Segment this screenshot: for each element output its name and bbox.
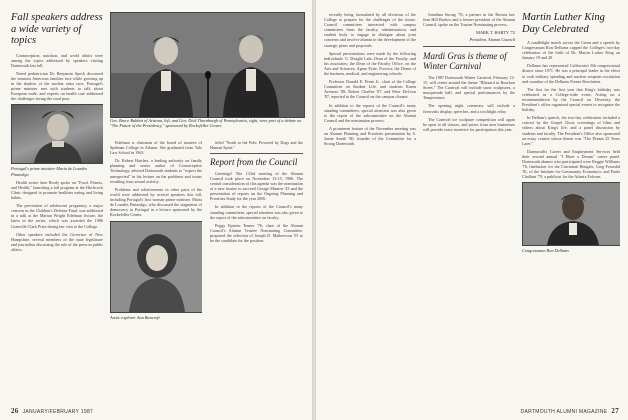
column-3 (210, 140, 303, 408)
mlk-headline: Martin Luther King Day Celebrated (522, 12, 605, 35)
paragraph: The prevention of adolescent pregnancy, a major concern in the Children's Defense Fund, was addressed in a talk at the Marian Wright Edelman lecture, the latest in the series, which was awarded the 1986 Granville Clark Prize during her visit to the College. (11, 203, 103, 229)
paragraph: The first for the first year that King's birthday was celebrated as a College-wide event. Acting on a recommendation by the Council on Diversity, the President's office organized special events to recognize the holiday. (522, 86, 620, 113)
council-end (423, 12, 515, 27)
mardi-gras-headline: Mardi Gras is theme of Winter Carnival (423, 50, 507, 71)
paragraph: Professor Donald E. Pease Jr., chair of the College Committee on Student Life, and students Karen Avenoso '88, Robert Chaffee '87, and Peter DeLeon '87, reported to the Council on the campus climate. (324, 79, 416, 100)
paragraph: Contraception, nutrition, and world affairs were among the topics addressed by speakers visiting Dartmouth last fall. (11, 52, 103, 68)
paragraph: Other speakers included the Governor of New Hampshire, several members of the state legislature and journalists discussing the role of the press in public affairs. (11, 231, 103, 252)
page-number: 27 (611, 407, 619, 415)
magazine-name: DARTMOUTH ALUMNI MAGAZINE (520, 409, 608, 415)
governors-illustration (111, 13, 304, 117)
arctic-illustration (111, 222, 202, 312)
paragraph: The Carnival ice sculpture competition will again be open to all classes, and prizes from area businesses will provide extra incentive for participation this year. (423, 116, 515, 132)
paragraph: In Dellum's speech, the two-day celebration included a concert by the Gospel Choir, screenings of films and videos about King's life, and a panel discussion by students and faculty. The President's Office also sponsored an essay contest whose theme was "The Dream 25 Years Later." (522, 115, 620, 146)
dellums-caption: Congressman Ron Dellums (522, 248, 569, 254)
right-folio (521, 407, 619, 415)
paragraph: Dr. Robert Hatcher, a leading authority on family planning and senior author of Contraceptive Technology, advised Dartmouth students to "expect the unexpected" in his lecture on the problems and issues resulting from sexual activity. (110, 158, 202, 184)
mlk-body (522, 40, 620, 179)
council-continued (324, 12, 416, 146)
column-c (522, 12, 620, 407)
left-folio (11, 407, 93, 415)
paragraph: The 1987 Dartmouth Winter Carnival, February 12-15, will center around the theme "Blizzard in Bourbon Street." The Carnival will include snow sculptures, a masquerade ball, and special performances by the Tempestones. (423, 74, 515, 101)
page-number: 26 (11, 407, 19, 415)
portugal-caption: Portugal's prime minister Maria de Lourdes Pintasilgo (11, 166, 88, 177)
paragraph: The opening night ceremony will include a fireworks display, speeches, and a torchlight relay. (423, 103, 515, 114)
report-body (210, 171, 303, 243)
paragraph: Health writer Jane Brody spoke on "Food, Fitness, and Health," launching a fall program at the Hitchcock Clinic designed to promote healthier eating and living habits. (11, 179, 103, 201)
paragraph: A candlelight march across the Green and a speech by Congressman Ron Dellums capped the College's two-day celebration of the birth of Dr. Martin Luther King on January 19 and 20. (522, 40, 620, 61)
article-body (11, 53, 103, 102)
paragraph: Greetings! The 133rd meeting of the Alumni Council took place on November 13-15, 1986. The central consideration of this agenda was the nomination of a new trustee to succeed George Munroe '43 and the presentation of reports on the Ongoing Planning and Priorities Study for the year 2000. (210, 170, 303, 202)
paragraph: Edelman is chairman of the board of trustees of Spelman College in Atlanta. She graduated from Yale Law School in 1963. (110, 140, 202, 156)
section-divider (210, 153, 303, 154)
column-2 (110, 140, 202, 408)
paragraph: Problems and achievements in other parts of the world were addressed by several speakers this fall, including Portugal's first woman prime minister. Maria de Lourdes Pintasilgo, who discussed the stagnation of democracy in Portugal in a lecture sponsored by the Rockefeller Center. (110, 186, 202, 218)
paragraph: Peggy Epstein Tenner '76, chair of the Alumni Council's Alumni Trustee Nominating Committee, proposed the selection of Joseph D. Mathewson '55 to be the candidate for the position. (210, 222, 303, 243)
article-continued (11, 180, 103, 252)
column-b (423, 12, 515, 407)
article-headline: Fall speakers address a wide variety of topics (11, 12, 103, 46)
paragraph: titled "North to the Pole: Powered by Dogs and the Human Spirit." (210, 140, 303, 151)
paragraph: Special presentations were made by the following individuals: G. Dwight Lahr, Dean of the Faculty, and his associates; the Dean of the Faculty Office, on the Arts and Sciences; Agnar Pytte, Provost; the Deans of the business, medical, and engineering schools. (324, 50, 416, 77)
arctic-photo (110, 221, 202, 313)
mardi-gras-body (423, 75, 515, 132)
portrait-illustration (12, 105, 103, 163)
arctic-caption: Arctic explorer Ann Bancroft (110, 315, 160, 321)
right-page (316, 0, 628, 420)
governors-photo (110, 12, 305, 118)
paragraph: In addition to the reports of the Council's many standing committees, special attention was also given to the report of the subcommittee on the Alumni Council and the nomination process. (324, 102, 416, 123)
left-page (0, 0, 312, 420)
paragraph: Noted pediatrician Dr. Benjamin Spock discussed the tensions American families face while growing up in the shadow of the nuclear arms race; Portugal's prime minister met with students to talk about European trade, and experts on health care addressed the challenges facing the rural poor. (11, 70, 103, 102)
portrait-photo (11, 104, 103, 164)
dellums-illustration (523, 183, 620, 245)
report-headline: Report from the Council (210, 156, 298, 167)
paragraph: In addition to the reports of the Council's many standing committees, special attention was also given to the report of the subcommittee on faculty. (210, 204, 303, 220)
byline-role: President, Alumni Council (469, 37, 515, 43)
paragraph: A prominent feature of the November meeting was an Alumni Planning and Priorities presentation by S. Jamie Smith '80, founder of the Committee for a Strong Dartmouth. (324, 125, 416, 147)
governors-caption: Gov. Bruce Babbitt of Arizona, left, and Gov. Dick Thornburgh of Pennsylvania, right, were part of a debate on "The Future of the Presidency," sponsored by Rockefeller Center. (110, 118, 302, 129)
column-1 (11, 12, 103, 407)
section-divider (423, 46, 515, 47)
column-2-text (110, 140, 202, 217)
paragraph: Dellums has represented California's 8th congressional district since 1971. He was a principal leader in the effort to curb military spending and nuclear weapons escalation and coauthor of the Dellums Freeze Resolution. (522, 63, 620, 84)
byline-name: MARK T. HARTY '72 (476, 30, 515, 36)
column-a (324, 12, 416, 407)
paragraph: recently being formulated by all divisions of the College to prepare for the challenges of the future. Council committees interacted with campus committees from the faculty, administration, and student body to engage in dialogue about joint concerns and involve alumni in the development of the strategic plans and proposals. (324, 12, 416, 48)
paragraph: Jonathan Strong '76, a partner in the Boston law firm Hill Barlow and a former president of the Alumni Council, spoke on the Trustee Nominating process. (423, 12, 515, 28)
arctic-text (210, 140, 303, 150)
paragraph: Dartmouth's Career and Employment Services held their second annual "I Have a Dream" career panel. Dartmouth alumni who participated were Reggie Williams '76, linebacker for the Cincinnati Bengals; Greg Fossedal '81, of the Institute for Community Economics; and Paula Chalfant '79, a publicist for the Atlanta Falcons. (522, 148, 620, 180)
issue-date: JANUARY/FEBRUARY 1987 (22, 409, 94, 415)
dellums-photo (522, 182, 620, 246)
